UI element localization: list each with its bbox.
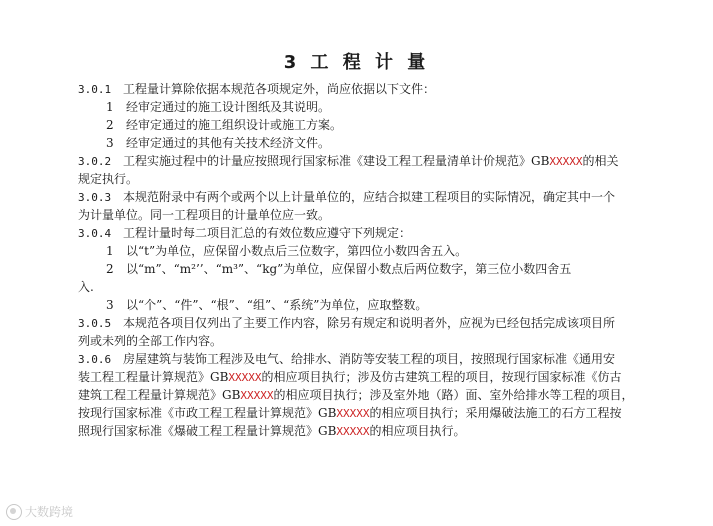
item-text: 经审定通过的其他有关技术经济文件。 xyxy=(126,136,331,150)
continuation-text-tail: 的相应项目执行；涉及仿古建筑工程的项目，按现行国家标准《仿古 xyxy=(261,370,622,384)
continuation-text: 按现行国家标准《市政工程工程量计算规范》GB xyxy=(78,406,337,420)
continuation-text-tail: 的相应项目执行；涉及室外地（路）面、室外给排水等工程的项目， xyxy=(273,388,634,402)
standard-code-placeholder: XXXXX xyxy=(228,371,262,384)
clause-3-0-2 xyxy=(78,152,640,170)
clause-text: 房屋建筑与装饰工程涉及电气、给排水、消防等安装工程的项目，按照现行国家标准《通用安 xyxy=(123,352,616,366)
clause-number: 3.0.6 xyxy=(78,353,112,366)
watermark xyxy=(6,503,73,520)
list-item xyxy=(78,98,640,116)
clause-text: 工程计量时每二项目汇总的有效位数应遵守下列规定： xyxy=(123,226,412,240)
standard-code-placeholder: XXXXX xyxy=(336,425,370,438)
continuation-text: 列或未列的全部工作内容。 xyxy=(78,334,223,348)
clause-continuation xyxy=(78,278,640,296)
clause-continuation xyxy=(78,332,640,350)
item-number: 3 xyxy=(106,136,114,150)
watermark-logo-icon xyxy=(6,504,22,520)
continuation-text-tail: 的相应项目执行。 xyxy=(369,424,466,438)
list-item xyxy=(78,134,640,152)
clause-3-0-4 xyxy=(78,224,640,242)
clause-3-0-6 xyxy=(78,350,640,368)
standard-code-placeholder: XXXXX xyxy=(549,155,583,168)
clause-number: 3.0.1 xyxy=(78,83,112,96)
clause-text: 本规范各项目仅列出了主要工作内容，除另有规定和说明者外，应视为已经包括完成该项目所 xyxy=(123,316,616,330)
clause-3-0-3 xyxy=(78,188,640,206)
clause-text: 本规范附录中有两个或两个以上计量单位的，应结合拟建工程项目的实际情况，确定其中一个 xyxy=(123,190,616,204)
clause-number: 3.0.4 xyxy=(78,227,112,240)
item-number: 3 xyxy=(106,298,114,312)
clause-text: 工程量计算除依据本规范各项规定外，尚应依据以下文件： xyxy=(123,82,436,96)
clause-continuation xyxy=(78,368,640,386)
clause-text-tail: 的相关 xyxy=(582,154,619,168)
clause-number: 3.0.5 xyxy=(78,317,112,330)
continuation-text: 为计量单位。同一工程项目的计量单位应一致。 xyxy=(78,208,331,222)
item-number: 1 xyxy=(106,244,114,258)
item-number: 1 xyxy=(106,100,114,114)
item-number: 2 xyxy=(106,262,114,276)
continuation-text: 照现行国家标准《爆破工程工程量计算规范》GB xyxy=(78,424,337,438)
item-text: 以“m”、“m²’’、“m³”、“kg”为单位，应保留小数点后两位数字，第三位小数四舍五 xyxy=(126,262,572,276)
continuation-text: 规定执行。 xyxy=(78,172,139,186)
list-item xyxy=(78,116,640,134)
item-text: 以“个”、“件”、“根”、“组”、“系统”为单位，应取整数。 xyxy=(126,298,428,312)
page-title: 3 工 程 计 量 xyxy=(283,52,430,73)
continuation-text: 建筑工程工程量计算规范》GB xyxy=(78,388,241,402)
item-text: 以“t”为单位，应保留小数点后三位数字，第四位小数四舍五入。 xyxy=(126,244,468,258)
clause-continuation xyxy=(78,422,640,440)
clause-3-0-5 xyxy=(78,314,640,332)
list-item xyxy=(78,296,640,314)
continuation-text: 装工程工程量计算规范》GB xyxy=(78,370,229,384)
clause-continuation xyxy=(78,404,640,422)
standard-code-placeholder: XXXXX xyxy=(336,407,370,420)
watermark-text: 大数跨境 xyxy=(25,505,74,519)
clause-continuation xyxy=(78,206,640,224)
continuation-text: 入. xyxy=(78,280,94,294)
item-number: 2 xyxy=(106,118,114,132)
item-text: 经审定通过的施工组织设计或施工方案。 xyxy=(126,118,343,132)
clause-continuation xyxy=(78,386,640,404)
document-body xyxy=(78,80,640,440)
continuation-text-tail: 的相应项目执行；采用爆破法施工的石方工程按 xyxy=(369,406,622,420)
clause-continuation xyxy=(78,170,640,188)
clause-number: 3.0.2 xyxy=(78,155,112,168)
clause-number: 3.0.3 xyxy=(78,191,112,204)
clause-text: 工程实施过程中的计量应按照现行国家标准《建设工程工程量清单计价规范》GB xyxy=(123,154,550,168)
clause-3-0-1 xyxy=(78,80,640,98)
standard-code-placeholder: XXXXX xyxy=(240,389,274,402)
item-text: 经审定通过的施工设计图纸及其说明。 xyxy=(126,100,331,114)
list-item xyxy=(78,242,640,260)
list-item xyxy=(78,260,640,278)
